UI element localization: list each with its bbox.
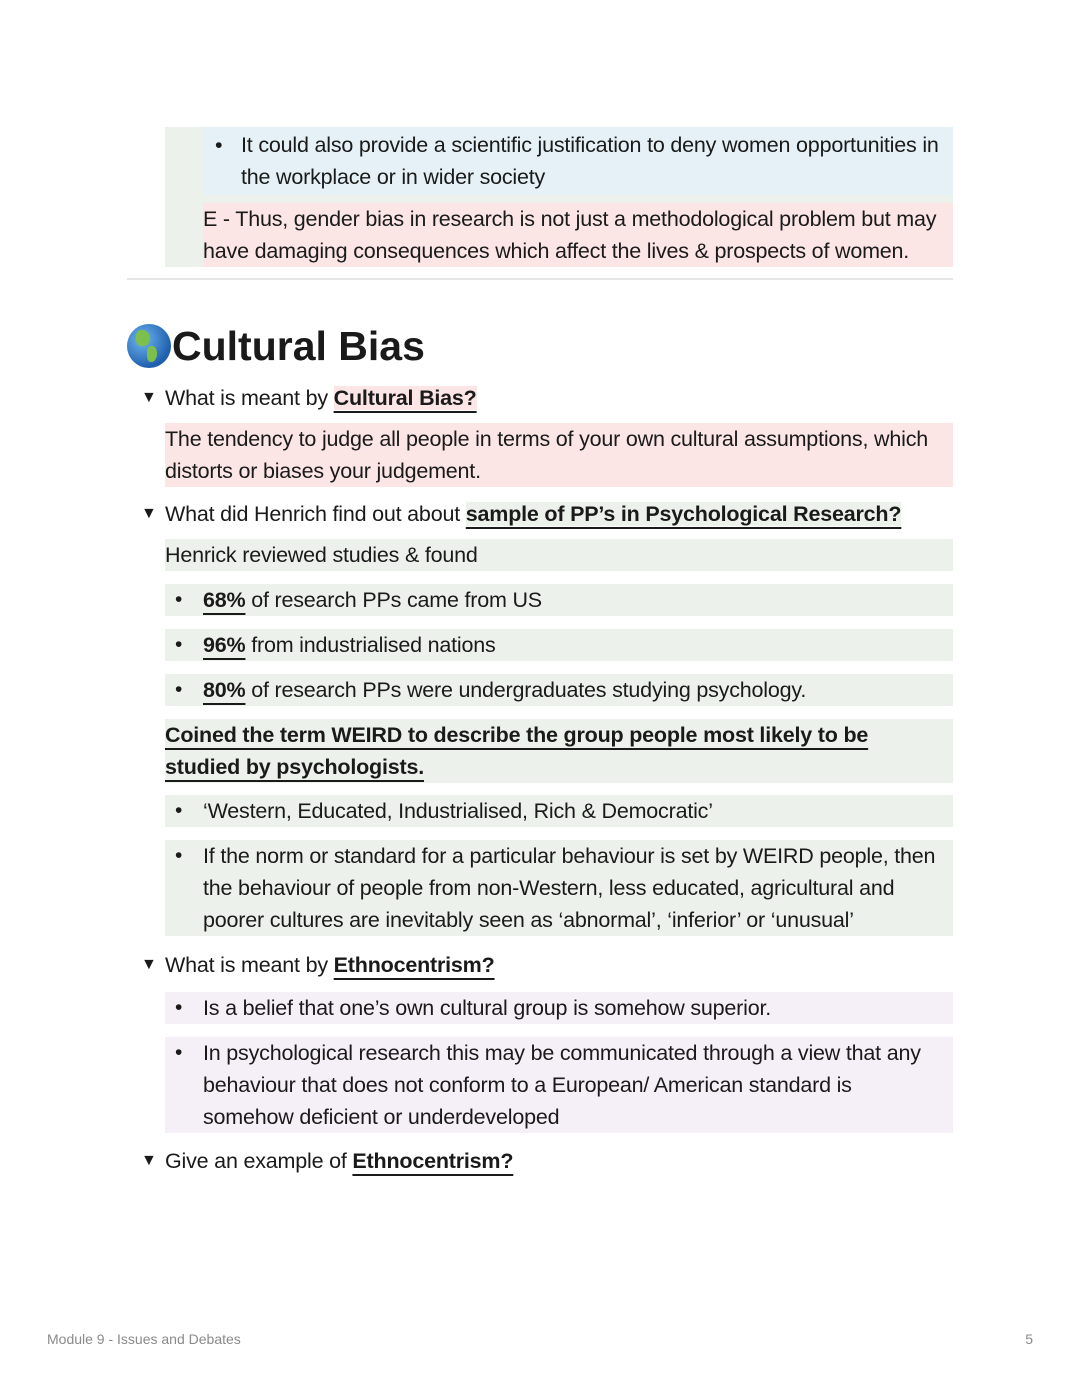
- stat-value: 96%: [203, 633, 246, 657]
- toggle-term: Ethnocentrism?: [333, 953, 495, 977]
- weird-bullet: • If the norm or standard for a particular behaviour is set by WEIRD people, then the behaviour of people from non-Western, less educated, agricultural and poorer cultures are inevitably seen as ‘abnormal’, ‘inferior’ or ‘unusual’: [165, 840, 953, 936]
- stat-item: [165, 674, 953, 706]
- toggle-label: What is meant by: [165, 953, 334, 977]
- weird-statement: [165, 719, 953, 783]
- cultural-bias-definition: The tendency to judge all people in terms of your own cultural assumptions, which distorts or biases your judgement.: [165, 423, 953, 487]
- toggle-triangle-icon[interactable]: ▼: [141, 389, 157, 406]
- toggle-term: Ethnocentrism?: [352, 1149, 514, 1173]
- section-heading-row: [127, 320, 953, 372]
- toggle-triangle-icon[interactable]: ▼: [141, 505, 157, 522]
- stat-item: [165, 584, 953, 616]
- previous-callout: [165, 127, 953, 267]
- toggle-ethnocentrism-example[interactable]: [141, 1145, 953, 1177]
- bullet-icon: •: [215, 133, 223, 157]
- ethnocentrism-bullet: • Is a belief that one’s own cultural group is somehow superior.: [165, 992, 953, 1024]
- stat-item: [165, 629, 953, 661]
- section-heading: Cultural Bias: [172, 323, 425, 369]
- evaluation-block: E - Thus, gender bias in research is not just a methodological problem but may have damaging consequences which affect the lives & prospects of women.: [203, 203, 953, 267]
- stat-text: from industrialised nations: [245, 633, 496, 657]
- toggle-cultural-bias[interactable]: [141, 382, 953, 414]
- stat-text: of research PPs were undergraduates studying psychology.: [245, 678, 807, 702]
- weird-text: Coined the term WEIRD to describe the group people most likely to be studied by psychologists.: [165, 723, 869, 779]
- previous-bullet-block: [203, 127, 953, 195]
- page-number: 5: [1025, 1331, 1033, 1347]
- toggle-triangle-icon[interactable]: ▼: [141, 956, 157, 973]
- stat-text: of research PPs came from US: [245, 588, 542, 612]
- bullet-text: It could also provide a scientific justification to deny women opportunities in the workplace or in wider society: [241, 133, 939, 189]
- toggle-term: Cultural Bias?: [333, 386, 477, 410]
- toggle-label: What did Henrich find out about: [165, 502, 466, 526]
- stat-value: 80%: [203, 678, 246, 702]
- footer-title: Module 9 - Issues and Debates: [47, 1331, 241, 1347]
- toggle-label: What is meant by: [165, 386, 334, 410]
- globe-americas-icon: [127, 324, 171, 368]
- page-content: [141, 127, 953, 1177]
- stat-value: 68%: [203, 588, 246, 612]
- toggle-henrich[interactable]: [141, 498, 953, 530]
- divider: [127, 278, 953, 280]
- weird-bullet: • ‘Western, Educated, Industrialised, Rich & Democratic’: [165, 795, 953, 827]
- toggle-term: sample of PP’s in Psychological Research?: [465, 502, 902, 526]
- ethnocentrism-bullet: • In psychological research this may be communicated through a view that any behaviour that does not conform to a European/ American standard is somehow deficient or underdeveloped: [165, 1037, 953, 1133]
- henrich-intro: Henrick reviewed studies & found: [165, 539, 953, 571]
- toggle-label: Give an example of: [165, 1149, 353, 1173]
- toggle-triangle-icon[interactable]: ▼: [141, 1152, 157, 1169]
- toggle-ethnocentrism-meaning[interactable]: [141, 949, 953, 981]
